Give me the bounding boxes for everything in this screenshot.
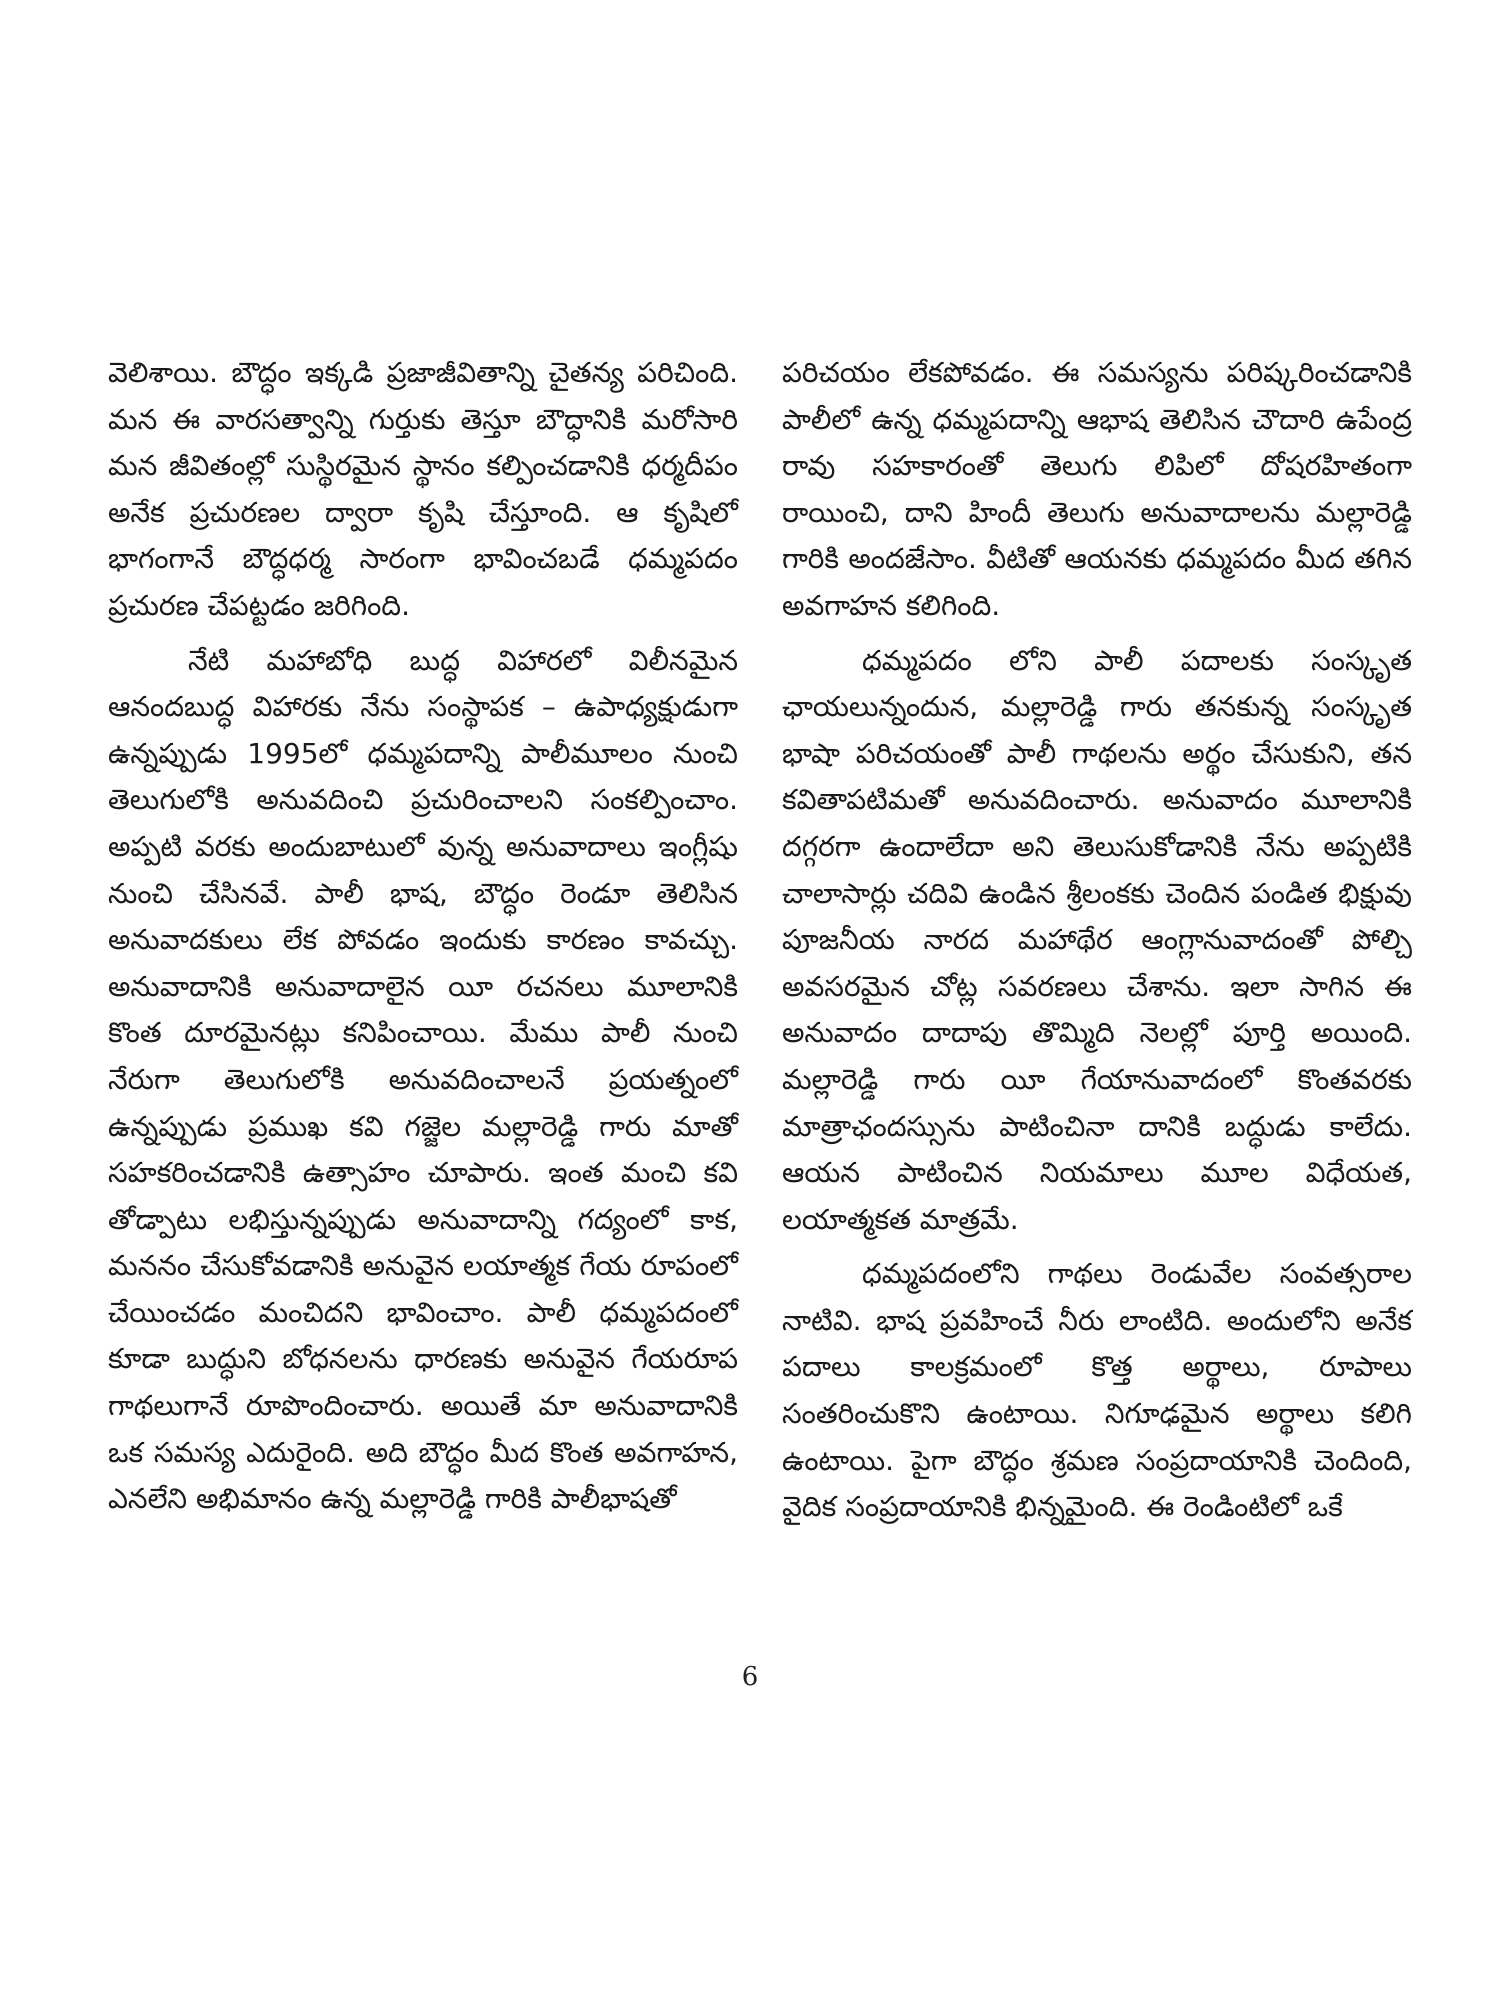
paragraph: ధమ్మపదం లోని పాలీ పదాలకు సంస్కృత ఛాయలున్నందున, మల్లారెడ్డి గారు తనకున్న సంస్కృత భాషా పరిచయంతో పాలీ గాథలను అర్థం చేసుకుని, తన కవితాపటిమతో అనువదించారు. అనువాదం మూలానికి దగ్గరగా ఉందాలేదా అని తెలుసుకోడానికి నేను అప్పటికి చాలాసార్లు చదివి ఉండిన శ్రీలంకకు చెందిన పండిత భిక్షువు పూజనీయ నారద మహాథేర ఆంగ్లానువాదంతో పోల్చి అవసరమైన చోట్ల సవరణలు చేశాను. ఇలా సాగిన ఈ అనువాదం దాదాపు తొమ్మిది నెలల్లో పూర్తి అయింది. మల్లారెడ్డి గారు యీ గేయానువాదంలో కొంతవరకు మాత్రాఛందస్సును పాటించినా దానికి బద్ధుడు కాలేదు. ఆయన పాటించిన నియమాలు మూల విధేయత, లయాత్మకత మాత్రమే.: [782, 643, 1412, 1236]
paragraph: పరిచయం లేకపోవడం. ఈ సమస్యను పరిష్కరించడానికి పాలీలో ఉన్న ధమ్మపదాన్ని ఆభాష తెలిసిన చౌదారి ఉపేంద్ర రావు సహకారంతో తెలుగు లిపిలో దోషరహితంగా రాయించి, దాని హిందీ తెలుగు అనువాదాలను మల్లారెడ్డి గారికి అందజేసాం. వీటితో ఆయనకు ధమ్మపదం మీద తగిన అవగాహన కలిగింది.: [782, 356, 1412, 622]
left-text-column: [108, 350, 738, 1531]
paragraph: ధమ్మపదంలోని గాథలు రెండువేల సంవత్సరాల నాటివి. భాష ప్రవహించే నీరు లాంటిది. అందులోని అనేక పదాలు కాలక్రమంలో కొత్త అర్థాలు, రూపాలు సంతరించుకొని ఉంటాయి. నిగూఢమైన అర్థాలు కలిగి ఉంటాయి. పైగా బౌద్ధం శ్రమణ సంప్రదాయానికి చెందింది, వైదిక సంప్రదాయానికి భిన్నమైంది. ఈ రెండింటిలో ఒకే: [782, 1257, 1412, 1524]
right-text-column: [782, 350, 1412, 1539]
paragraph: వెలిశాయి. బౌద్ధం ఇక్కడి ప్రజాజీవితాన్ని చైతన్య పరిచింది. మన ఈ వారసత్వాన్ని గుర్తుకు తెస్తూ బౌద్ధానికి మరోసారి మన జీవితంల్లో సుస్థిరమైన స్థానం కల్పించడానికి ధర్మదీపం అనేక ప్రచురణల ద్వారా కృషి చేస్తూంది. ఆ కృషిలో భాగంగానే బౌద్ధధర్మ సారంగా భావించబడే ధమ్మపదం ప్రచురణ చేపట్టడం జరిగింది.: [108, 356, 738, 622]
paragraph: నేటి మహాబోధి బుద్ధ విహారలో విలీనమైన ఆనందబుద్ధ విహారకు నేను సంస్థాపక – ఉపాధ్యక్షుడుగా ఉన్నప్పుడు 1995లో ధమ్మపదాన్ని పాలీమూలం నుంచి తెలుగులోకి అనువదించి ప్రచురించాలని సంకల్పించాం. అప్పటి వరకు అందుబాటులో వున్న అనువాదాలు ఇంగ్లీషు నుంచి చేసినవే. పాలీ భాష, బౌద్ధం రెండూ తెలిసిన అనువాదకులు లేక పోవడం ఇందుకు కారణం కావచ్చు. అనువాదానికి అనువాదాలైన యీ రచనలు మూలానికి కొంత దూరమైనట్లు కనిపించాయి. మేము పాలీ నుంచి నేరుగా తెలుగులోకి అనువదించాలనే ప్రయత్నంలో ఉన్నప్పుడు ప్రముఖ కవి గజ్జెల మల్లారెడ్డి గారు మాతో సహకరించడానికి ఉత్సాహం చూపారు. ఇంత మంచి కవి తోడ్పాటు లభిస్తున్నప్పుడు అనువాదాన్ని గద్యంలో కాక, మననం చేసుకోవడానికి అనువైన లయాత్మక గేయ రూపంలో చేయించడం మంచిదని భావించాం. పాలీ ధమ్మపదంలో కూడా బుద్ధుని బోధనలను ధారణకు అనువైన గేయరూప గాథలుగానే రూపొందించారు. అయితే మా అనువాదానికి ఒక సమస్య ఎదురైంది. అది బౌద్ధం మీద కొంత అవగాహన, ఎనలేని అభిమానం ఉన్న మల్లారెడ్డి గారికి పాలీభాషతో: [108, 643, 738, 1516]
page-number: 6: [741, 1662, 759, 1692]
